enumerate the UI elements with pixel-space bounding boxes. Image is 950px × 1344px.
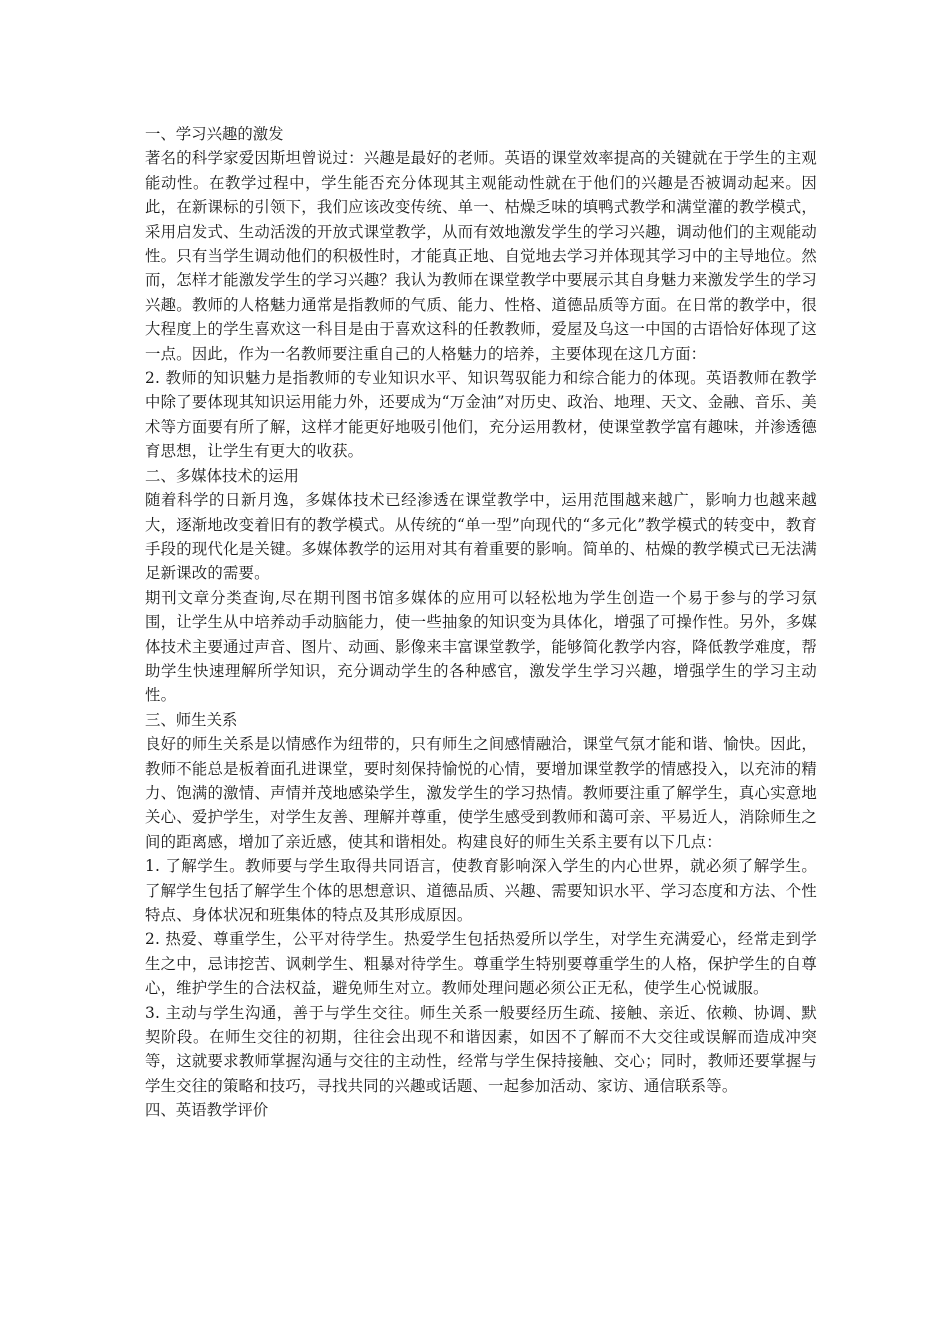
paragraph-communicate-students: 3. 主动与学生沟通，善于与学生交往。师生关系一般要经历生疏、接触、亲近、依赖、协调、默契阶段。在师生交往的初期，往往会出现不和谐因素，如因不了解而不大交往或误解而造成冲突等，这就要求教师掌握沟通与交往的主动性，经常与学生保持接触、交心；同时，教师还要掌握与学生交往的策略和技巧，寻找共同的兴趣或话题、一起参加活动、家访、通信联系等。 — [145, 1003, 817, 1095]
paragraph-relationship-intro: 良好的师生关系是以情感作为纽带的，只有师生之间感情融洽，课堂气氛才能和谐、愉快。因此，教师不能总是板着面孔进课堂，要时刻保持愉悦的心情，要增加课堂教学的情感投入，以充沛的精力、饱满的激情、声情并茂地感染学生，激发学生的学习热情。教师要注重了解学生，真心实意地关心、爱护学生，对学生友善、理解并尊重，使学生感受到教师和蔼可亲、平易近人，消除师生之间的距离感，增加了亲近感，使其和谐相处。构建良好的师生关系主要有以下几点： — [145, 735, 817, 851]
document-body — [145, 122, 817, 1123]
section-heading-evaluation: 四、英语教学评价 — [145, 1101, 269, 1120]
section-heading-teacher-student: 三、师生关系 — [145, 710, 238, 729]
paragraph-teacher-knowledge: 2. 教师的知识魅力是指教师的专业知识水平、知识驾驭能力和综合能力的体现。英语教师在教学中除了要体现其知识运用能力外，还要成为“万金油”对历史、政治、地理、天文、金融、音乐、美术等方面要有所了解，这样才能更好地吸引他们，充分运用教材，使课堂教学富有趣味，并渗透德育思想，让学生有更大的收获。 — [145, 369, 817, 461]
section-heading-multimedia: 二、多媒体技术的运用 — [145, 466, 299, 485]
paragraph-multimedia-benefits: 期刊文章分类查询,尽在期刊图书馆多媒体的应用可以轻松地为学生创造一个易于参与的学习氛围，让学生从中培养动手动脑能力，使一些抽象的知识变为具体化，增强了可操作性。另外，多媒体技术主要通过声音、图片、动画、影像来丰富课堂教学，能够简化教学内容，降低教学难度，帮助学生快速理解所学知识，充分调动学生的各种感官，激发学生学习兴趣，增强学生的学习主动性。 — [145, 588, 817, 705]
paragraph-respect-students: 2. 热爱、尊重学生，公平对待学生。热爱学生包括热爱所以学生，对学生充满爱心，经常走到学生之中，忌讳挖苦、讽刺学生、粗暴对待学生。尊重学生特别要尊重学生的人格，保护学生的自尊心，维护学生的合法权益，避免师生对立。教师处理问题必须公正无私，使学生心悦诚服。 — [145, 930, 817, 998]
section-heading-interest: 一、学习兴趣的激发 — [145, 125, 284, 143]
paragraph-know-students: 1. 了解学生。教师要与学生取得共同语言，使教育影响深入学生的内心世界，就必须了解学生。了解学生包括了解学生个体的思想意识、道德品质、兴趣、需要知识水平、学习态度和方法、个性特点、身体状况和班集体的特点及其形成原因。 — [145, 857, 817, 924]
paragraph-multimedia-intro: 随着科学的日新月逸，多媒体技术已经渗透在课堂教学中，运用范围越来越广，影响力也越来越大，逐渐地改变着旧有的教学模式。从传统的“单一型”向现代的“多元化”教学模式的转变中，教育手段的现代化是关键。多媒体教学的运用对其有着重要的影响。简单的、枯燥的教学模式已无法满足新课改的需要。 — [145, 491, 817, 583]
paragraph-interest-intro: 著名的科学家爱因斯坦曾说过：兴趣是最好的老师。英语的课堂效率提高的关键就在于学生的主观能动性。在教学过程中，学生能否充分体现其主观能动性就在于他们的兴趣是否被调动起来。因此，在新课标的引领下，我们应该改变传统、单一、枯燥乏味的填鸭式教学和满堂灌的教学模式，采用启发式、生动活泼的开放式课堂教学，从而有效地激发学生的学习兴趣，调动他们的主观能动性。只有当学生调动他们的积极性时，才能真正地、自觉地去学习并体现其学习中的主导地位。然而，怎样才能激发学生的学习兴趣？我认为教师在课堂教学中要展示其自身魅力来激发学生的学习兴趣。教师的人格魅力通常是指教师的气质、能力、性格、道德品质等方面。在日常的教学中，很大程度上的学生喜欢这一科目是由于喜欢这科的任教教师，爱屋及乌这一中国的古语恰好体现了这一点。因此，作为一名教师要注重自己的人格魅力的培养，主要体现在这几方面： — [145, 149, 817, 363]
